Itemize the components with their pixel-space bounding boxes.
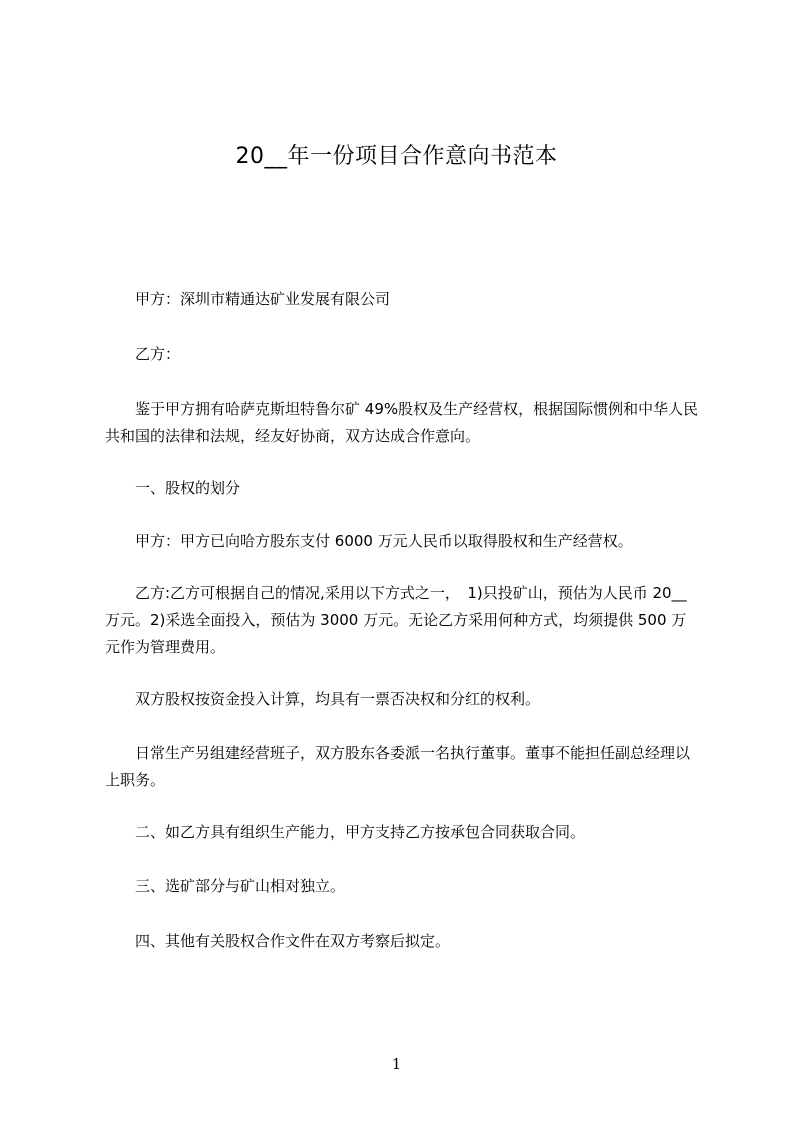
party-b-line: 乙方： bbox=[105, 345, 181, 363]
section-three-paragraph: 三、选矿部分与矿山相对独立。 bbox=[105, 877, 346, 895]
party-a-line: 甲方：深圳市精通达矿业发展有限公司 bbox=[105, 290, 391, 308]
page-number: 1 bbox=[391, 1055, 402, 1073]
equity-rights-paragraph: 双方股权按资金投入计算，均具有一票否决权和分红的权利。 bbox=[105, 690, 541, 708]
management-paragraph: 日常生产另组建经营班子，双方股东各委派一名执行董事。董事不能担任副总经理以上职务。 bbox=[105, 744, 691, 789]
section-heading-equity: 一、股权的划分 bbox=[105, 479, 241, 497]
document-title: 20__年一份项目合作意向书范本 bbox=[235, 144, 558, 169]
party-b-equity-paragraph: 乙方:乙方可根据自己的情况,采用以下方式之一， 1)只投矿山，预估为人民币 20__万元。2)采选全面投入，预估为 3000 万元。无论乙方采用何种方式，均须提供 500 万元作为管理费用。 bbox=[105, 584, 687, 656]
section-two-paragraph: 二、如乙方具有组织生产能力，甲方支持乙方按承包合同获取合同。 bbox=[105, 823, 586, 841]
party-a-equity-paragraph: 甲方：甲方已向哈方股东支付 6000 万元人民币以取得股权和生产经营权。 bbox=[105, 532, 633, 550]
preamble-paragraph: 鉴于甲方拥有哈萨克斯坦特鲁尔矿 49%股权及生产经营权，根据国际惯例和中华人民共和国的法律和法规，经友好协商，双方达成合作意向。 bbox=[105, 400, 699, 445]
section-four-paragraph: 四、其他有关股权合作文件在双方考察后拟定。 bbox=[105, 932, 451, 950]
